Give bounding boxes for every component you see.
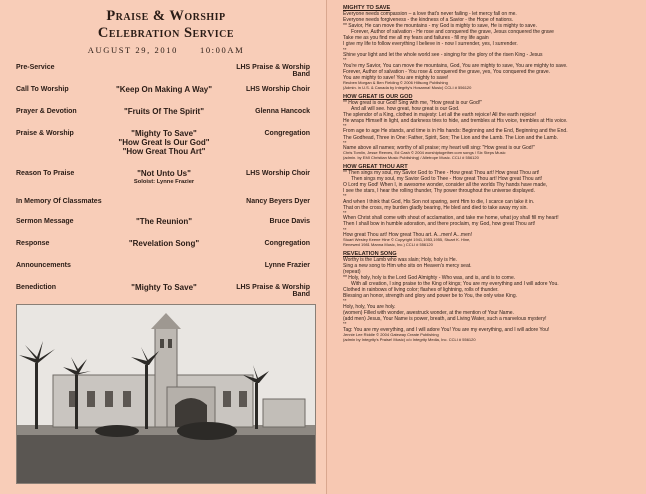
service-item-performer: LHS Praise & Worship Band	[236, 64, 310, 78]
lyric-line: ** How great is our God! Sing with me, "How great is our God!"	[343, 99, 482, 106]
service-item-performer: LHS Worship Choir	[245, 170, 310, 177]
song-credit: (Admin. in U.S. & Canada by Integrity's Hosanna! Music) CCLI # 556120	[343, 84, 472, 90]
lyric-line: Forever, Author of salvation - He rose and conquered the grave, Jesus conquered the grave	[351, 29, 554, 36]
lyrics-section	[343, 164, 640, 248]
service-item	[16, 107, 316, 116]
lyric-line: With all creation, I sing praise to the King of kings; You are my everything and I will adore You.	[351, 281, 559, 288]
date-time-row	[16, 45, 316, 55]
service-item-label: Pre-Service	[16, 64, 55, 71]
service-item-performer: Glenna Hancock	[255, 108, 310, 115]
service-item	[16, 283, 316, 298]
lyrics-heading: MIGHTY TO SAVE	[343, 5, 391, 11]
service-item-performer: Lynne Frazier	[264, 262, 310, 269]
lyric-line: Then sings my soul, my Savior God to Thee - How great Thou art! How great Thou art!	[351, 175, 543, 182]
service-item	[16, 63, 316, 78]
church-photo	[16, 304, 316, 484]
lyric-line: Clothed in rainbows of living color; flashes of lightning, rolls of thunder.	[343, 287, 499, 294]
service-item-performer: LHS Worship Choir	[245, 86, 310, 93]
service-item-label: Reason To Praise	[16, 170, 75, 177]
lyric-line: **	[343, 57, 347, 63]
lyric-line: Holy, holy, You are holy.	[343, 303, 396, 310]
lyric-line: Take me as you find me all my fears and failures - fill my life again	[343, 35, 489, 42]
service-item-label: Response	[16, 240, 50, 247]
service-item-performer: Bruce Davis	[269, 218, 310, 225]
lyric-line: He wraps Himself in light, and darkness tries to hide, and trembles at His voice, trembles at His voice.	[343, 117, 568, 124]
service-item-label: Sermon Message	[16, 218, 74, 225]
lyric-line: You are mighty to save! You are mighty to save!	[343, 74, 449, 81]
lyrics-page	[326, 0, 646, 494]
service-item-label: Benediction	[16, 284, 57, 291]
lyric-line: From age to age He stands, and time is in His hands: Beginning and the End, Beginning and the End.	[343, 128, 568, 135]
lyric-line: You're my Savior, You can move the mountains, God, You are mighty to save, You are mighty to save.	[343, 62, 568, 69]
service-item-performer: Congregation	[264, 130, 310, 137]
service-date: AUGUST 29, 2010	[87, 45, 178, 55]
song-title: "Fruits Of The Spirit"	[123, 107, 205, 116]
service-item	[16, 129, 316, 156]
song-credit: Renewed 1981 Manna Music, Inc.) CCLI # 556120	[343, 241, 433, 247]
service-item-performer: Nancy Beyers Dyer	[246, 198, 310, 205]
lyric-line: (repeat)	[343, 268, 361, 275]
service-item-song	[108, 107, 220, 116]
lyric-line: **	[343, 122, 347, 128]
song-title: "Mighty To Save"	[131, 283, 197, 292]
lyrics-section	[343, 94, 640, 161]
lyric-line: Name above all names; worthy of all praise; my heart will sing: "How great is our God!"	[343, 145, 535, 152]
lyric-line: Tag: You are my everything, and I will adore You! You are my everything, and I will adore You!	[343, 326, 550, 333]
service-item	[16, 85, 316, 94]
service-item-song	[108, 239, 220, 248]
song-title: "Not Unto Us"	[137, 169, 191, 178]
song-credit: (admin. by EMI Christian Music Publishing) / Alletrope Music. CCLI # 556120	[343, 154, 479, 160]
lyric-line: **	[343, 46, 347, 52]
lyric-line: And when I think that God, His Son not sparing, sent Him to die, I scarce can take it in.	[343, 198, 535, 205]
song-credit: Stuart Wesley Keene Hine © Copyright 1941,1953,1955, Stuart K. Hine,	[343, 237, 471, 243]
lyric-line: Worthy is the Lamb who was slain; Holy, holy is He.	[343, 256, 458, 263]
lyric-line: (women) Filled with wonder, awestruck wonder, at the mention of Your Name.	[343, 309, 514, 316]
lyric-line: ** Savior, He can move the mountains - my God is mighty to save, He is mighty to save.	[343, 23, 537, 30]
lyric-line: **	[343, 193, 347, 199]
lyrics-heading: REVELATION SONG	[343, 250, 397, 257]
lyric-line: ** Then sings my soul, my Savior God to Thee - How great Thou art! How great Thou art!	[343, 169, 540, 176]
service-item-label: In Memory Of Classmates	[16, 198, 102, 205]
lyric-line: And all will see. how great, how great is our God.	[351, 105, 460, 112]
lyric-line: Then I shall bow in humble adoration, and there proclaim, my God, how great Thou art!	[343, 221, 536, 228]
lyric-line: **	[343, 209, 347, 215]
lyric-line: I see the stars, I hear the rolling thunder, Thy power throughout the universe displayed.	[343, 188, 535, 195]
service-item-song	[108, 217, 220, 226]
service-item	[16, 169, 316, 187]
title-line-1: Praise & Worship	[106, 8, 226, 24]
lyric-line: **	[343, 321, 347, 327]
song-title: "Mighty To Save" "How Great Is Our God" "How Great Thou Art"	[118, 129, 210, 156]
song-credit: (admin by Integrity's Praise! Music) c/o Integrity Media, Inc. CCLI # 556120	[343, 336, 476, 342]
service-item-song	[108, 85, 220, 94]
service-item-song	[108, 283, 220, 292]
lyrics-heading: HOW GREAT IS OUR GOD	[343, 93, 413, 100]
lyric-line: O Lord my God! When I, in awesome wonder, consider all the worlds Thy hands have made,	[343, 181, 548, 188]
song-title: "The Reunion"	[135, 217, 193, 226]
lyrics-section	[343, 251, 640, 343]
service-item-song	[108, 169, 220, 187]
lyric-line: **	[343, 139, 347, 145]
song-soloist: Soloist: Lynne Frazier	[133, 179, 195, 185]
service-item	[16, 239, 316, 248]
service-item-label: Announcements	[16, 262, 71, 269]
church-building-illustration	[17, 305, 315, 483]
lyric-line: (add men) Jesus, Your Name is power, breath, and Living Water, such a marvelous mystery!	[343, 316, 547, 323]
service-item-performer: Congregation	[264, 240, 310, 247]
lyric-line: **	[343, 226, 347, 232]
program-title	[16, 8, 316, 42]
lyrics-section	[343, 5, 640, 91]
lyric-line: Everyone needs compassion – a love that's never failing - let mercy fall on me.	[343, 11, 517, 17]
lyric-line: The splendor of a King, clothed in majesty: Let all the earth rejoice! All the earth rejoice!	[343, 111, 537, 118]
service-item	[16, 217, 316, 226]
service-item-label: Praise & Worship	[16, 130, 74, 137]
song-title: "Keep On Making A Way"	[115, 85, 213, 94]
song-credit: Chris Tomlin, Jesse Reeves, Ed Cash © 2004 worshiptogether.com songs / Six Steps Music	[343, 150, 506, 156]
service-time: 10:00AM	[199, 45, 245, 55]
service-item	[16, 197, 316, 205]
lyrics-heading: HOW GREAT THOU ART	[343, 163, 408, 170]
title-line-2: Celebration Service	[97, 25, 235, 41]
lyric-line: How great Thou art! How great Thou art. A...men! A...men!	[343, 232, 473, 239]
lyric-line: Forever, Author of salvation - You rose & conquered the grave, yes, You conquered the grave.	[343, 68, 551, 75]
lyric-line: Blessing an honor, strength and glory and power be to You, the only wise King.	[343, 293, 518, 300]
song-credit: Reuben Morgan & Ben Fielding © 2006 Hillsong Publishing	[343, 79, 448, 85]
service-item-label: Prayer & Devotion	[16, 108, 77, 115]
lyric-line: Shine your light and let the whole world see - singing for the glory of the risen King - Jesus	[343, 52, 543, 59]
lyric-line: **	[343, 298, 347, 304]
service-item-label: Call To Worship	[16, 86, 69, 93]
service-item-performer: LHS Praise & Worship Band	[236, 284, 310, 298]
service-item-song	[108, 129, 220, 156]
lyric-line: That on the cross, my burden gladly bearing, He bled and died to take away my sin.	[343, 204, 528, 211]
song-credit: Jennie Lee Riddle © 2004 Gateway Create Publishing	[343, 331, 439, 337]
lyric-line: The Godhead, Three in One: Father, Spirit, Son; The Lion and the Lamb. The Lion and the Lamb.	[343, 134, 558, 141]
lyric-line: When Christ shall come with shout of acclamation, and take me home, what joy shall fill my heart!	[343, 215, 559, 222]
lyric-line: Sing a new song to Him who sits on Heaven's mercy seat.	[343, 262, 472, 269]
lyric-line: I give my life to follow everything I believe in - now I surrender, yes, I surrender.	[343, 41, 518, 48]
song-title: "Revelation Song"	[128, 239, 200, 248]
service-item	[16, 261, 316, 269]
lyric-line: ** Holy, holy, holy is the Lord God Almighty - Who was, and is, and is to come.	[343, 275, 516, 281]
lyric-line: Everyone needs forgiveness - the kindness of a Savior - the Hope of nations.	[343, 17, 514, 24]
